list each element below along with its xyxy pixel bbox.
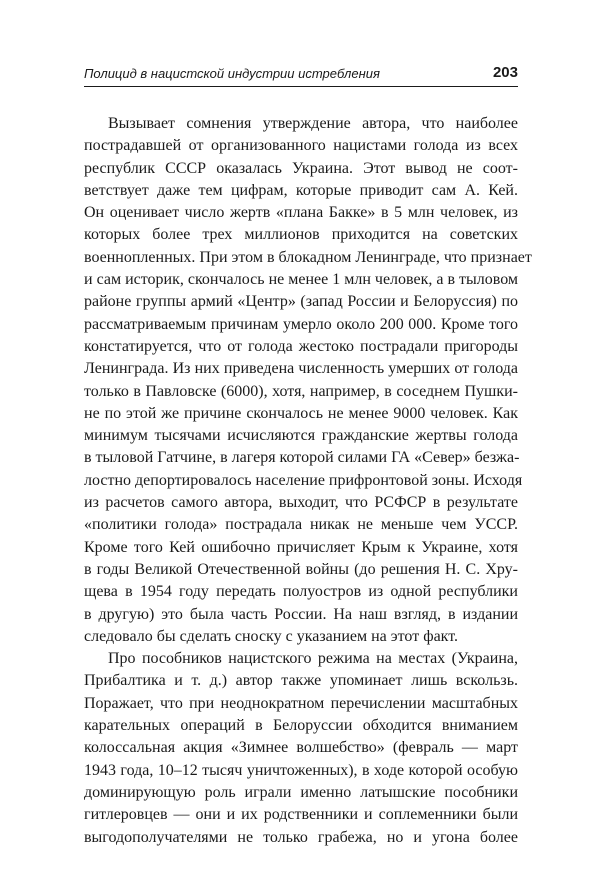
text-line: «политики голода» пострадала никак не меньше чем УССР. xyxy=(84,516,518,534)
text-line: щева в 1954 году передать полуостров из одной республики xyxy=(84,583,518,601)
text-line: в тыловой Гатчине, в лагеря которой силами ГА «Север» безжа- xyxy=(84,449,520,467)
text-line: из расчетов самого автора, выходит, что РСФСР в результате xyxy=(84,494,518,512)
text-line: Ленинграда. Из них приведена численность умерших от голода xyxy=(84,360,518,378)
text-line: 1943 года, 10–12 тысяч уничтоженных), в ходе которой особую xyxy=(84,761,518,779)
text-line: гитлеровцев — они и их родственники и соплеменники были xyxy=(84,806,518,824)
page-number: 203 xyxy=(492,64,518,81)
text-line: Вызывает сомнения утверждение автора, что наиболее xyxy=(108,115,518,132)
text-line: минимум тысячами исчисляются гражданские жертвы голода xyxy=(84,427,518,445)
text-line: в годы Великой Отечественной войны (до решения Н. С. Хру- xyxy=(84,560,518,578)
text-line: следовало бы сделать сноску с указанием на этот факт. xyxy=(84,627,459,645)
text-line: Про пособников нацистского режима на местах (Украина, xyxy=(108,650,518,668)
text-line: пострадавшей от организованного нацистами голода из всех xyxy=(84,137,518,155)
header-title: Полицид в нацистской индустрии истребления xyxy=(84,66,380,81)
text-line: не по этой же причине скончалось не менее 9000 человек. Как xyxy=(84,404,518,422)
text-line: только в Павловске (6000), хотя, например, в соседнем Пушки- xyxy=(84,382,518,400)
text-line: колоссальная акция «Зимнее волшебство» (февраль — март xyxy=(84,739,518,757)
text-line: лостно депортировалось население прифронтовой зоны. Исходя xyxy=(84,471,523,489)
text-line: Кроме того Кей ошибочно причисляет Крым к Украине, хотя xyxy=(84,538,518,556)
text-line: карательных операций в Белоруссии обходится вниманием xyxy=(84,717,518,735)
text-line: в другую) это была часть России. На наш взгляд, в издании xyxy=(84,605,518,623)
text-line: военнопленных. При этом в блокадном Ленинграде, что признает xyxy=(84,248,532,266)
paragraph-1 xyxy=(84,113,532,648)
running-header xyxy=(84,62,518,87)
text-line: выгодополучателями не только грабежа, но и угона более xyxy=(84,828,518,846)
paragraph-2 xyxy=(84,648,518,849)
text-line: рассматриваемым причинам умерло около 200 000. Кроме того xyxy=(84,315,518,333)
text-line: Прибалтика и т. д.) автор также упоминает лишь вскользь. xyxy=(84,672,518,690)
text-line: констатируется, что от голода жестоко пострадали пригороды xyxy=(84,337,518,355)
text-line: районе группы армий «Центр» (запад России и Белоруссия) по xyxy=(84,293,518,311)
text-line: которых более трех миллионов приходится на советских xyxy=(84,226,518,244)
body-text xyxy=(84,113,532,849)
text-line: ветствует даже тем цифрам, которые приводит сам А. Кей. xyxy=(84,181,518,199)
text-line: Поражает, что при неоднократном перечислении масштабных xyxy=(84,694,518,712)
text-line: и сам историк, скончалось не менее 1 млн человек, а в тыловом xyxy=(84,271,519,289)
text-line: Он оценивает число жертв «плана Бакке» в 5 млн человек, из xyxy=(84,204,518,222)
text-line: доминирующую роль играли именно латышские пособники xyxy=(84,783,518,801)
text-line: республик СССР оказалась Украина. Этот вывод не соот- xyxy=(84,159,518,177)
